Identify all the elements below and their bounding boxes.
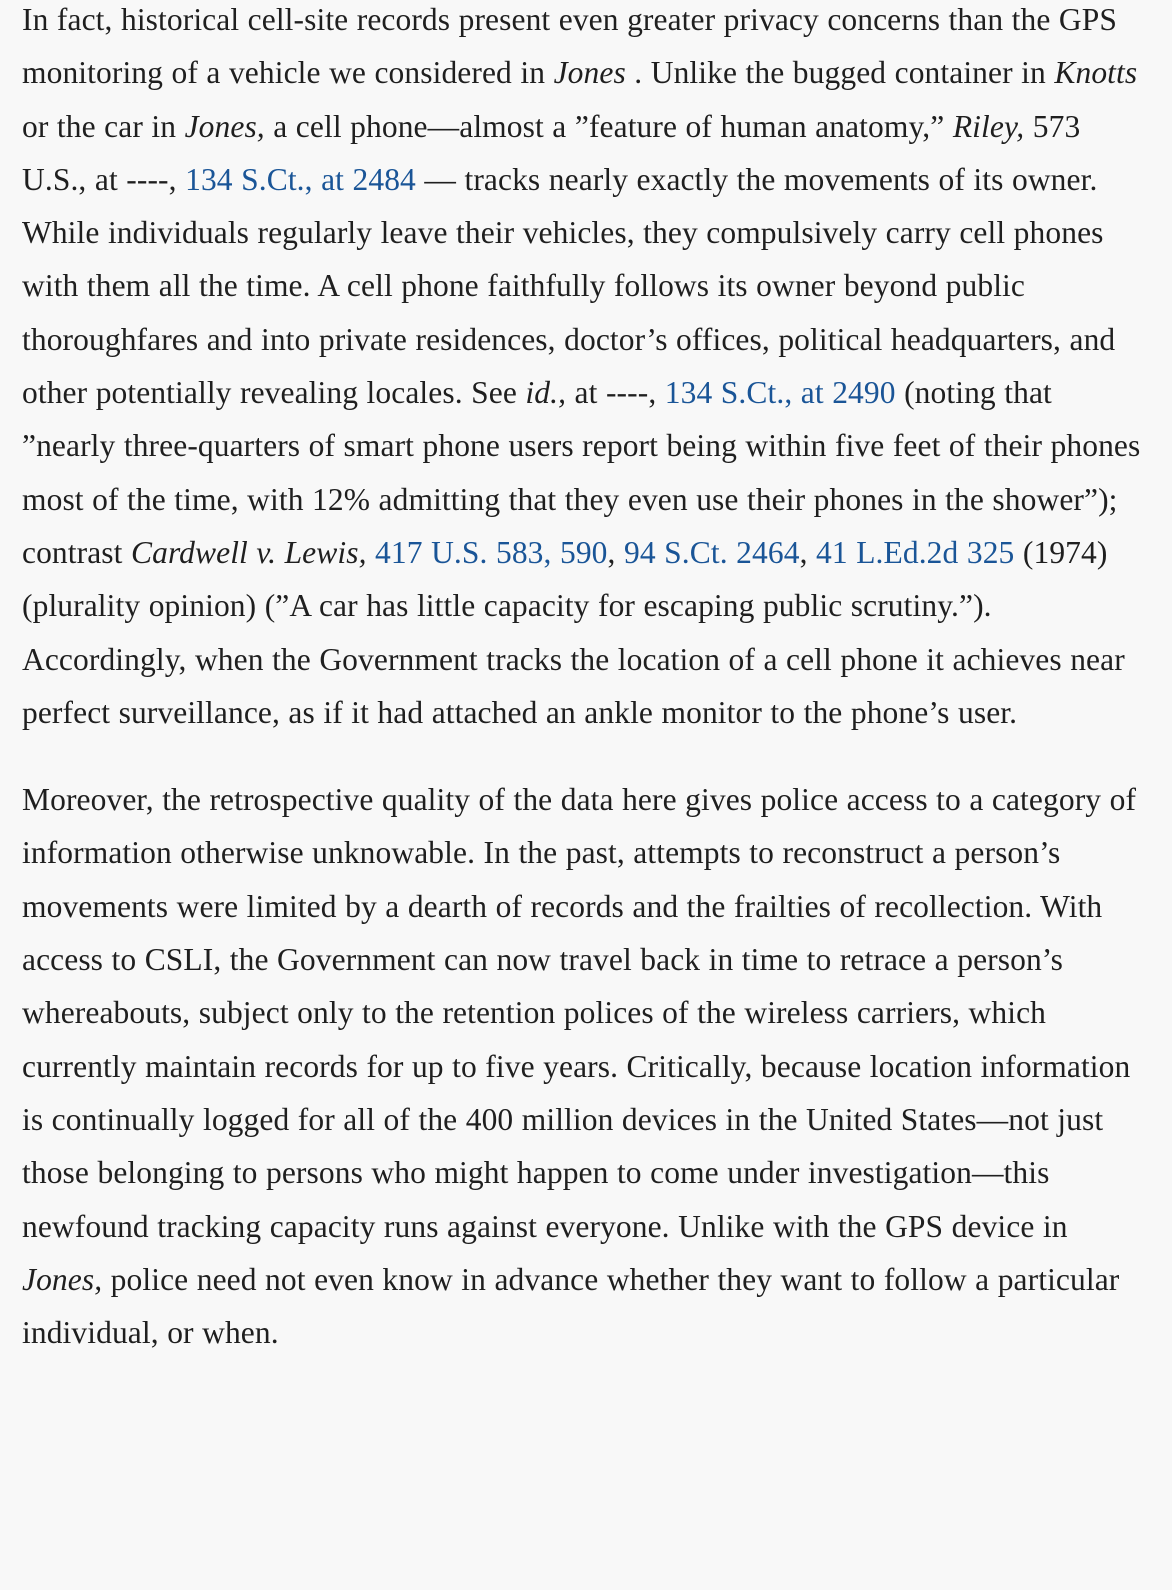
text-run: police need not even know in advance whether they want to follow a particular individual, or when. xyxy=(22,1261,1120,1351)
citation-link[interactable]: 134 S.Ct., at 2484 xyxy=(185,161,416,197)
case-name: Knotts xyxy=(1054,55,1138,91)
citation-link[interactable]: 41 L.Ed.2d 325 xyxy=(816,534,1015,570)
text-run: (1974) (plurality opinion) (”A car has little capacity for escaping public scrutiny.”). Accordingly, when the Government tracks the location of a cell phone it achieves near perfect surveillance, as if it had attached an ankle monitor to the phone’s user. xyxy=(22,534,1125,730)
case-name: id., xyxy=(525,375,567,411)
text-run: In fact, historical cell-site records present even greater privacy concerns than the GPS monitoring of a vehicle we considered in xyxy=(22,2,1117,91)
text-run: , xyxy=(607,534,624,570)
text-run: — tracks nearly exactly the movements of its owner. While individuals regularly leave their vehicles, they compulsively carry cell phones with them all the time. A cell phone faithfully follows its owner beyond public thoroughfares and into private residences, doctor’s offices, political headquarters, and other potentially revealing locales. See xyxy=(22,161,1116,411)
case-name: Jones, xyxy=(184,108,265,144)
text-run: or the car in xyxy=(22,108,185,144)
case-name: Jones xyxy=(553,55,626,91)
case-name: Cardwell v. Lewis, xyxy=(131,534,367,570)
citation-link[interactable]: 134 S.Ct., at 2490 xyxy=(664,375,896,411)
text-run: (noting that ”nearly three-quarters of smart phone users report being within five feet of their phones most of the time, with 12% admitting that they even use their phones in the shower”); contrast xyxy=(22,375,1141,570)
citation-link[interactable]: 417 U.S. 583, 590 xyxy=(375,534,608,570)
paragraph xyxy=(22,773,1152,1359)
case-name: Riley, xyxy=(952,108,1025,144)
paragraph xyxy=(22,0,1152,739)
text-run: Moreover, the retrospective quality of the data here gives police access to a category of information otherwise unknowable. In the past, attempts to reconstruct a person’s movements were limited by a dearth of records and the frailties of recollection. With access to CSLI, the Government can now travel back in time to retrace a person’s whereabouts, subject only to the retention polices of the wireless carriers, which currently maintain records for up to five years. Critically, because location information is continually logged for all of the 400 million devices in the United States—not just those belonging to persons who might happen to come under investigation—this newfound tracking capacity runs against everyone. Unlike with the GPS device in xyxy=(22,782,1137,1244)
text-run: at ----, xyxy=(566,375,665,411)
case-name: Jones, xyxy=(22,1261,103,1297)
citation-link[interactable]: 94 S.Ct. 2464 xyxy=(623,534,800,570)
text-run xyxy=(367,535,375,570)
text-run: 573 U.S., at ----, xyxy=(22,108,1081,197)
opinion-text xyxy=(22,0,1152,1359)
text-run: . Unlike the bugged container in xyxy=(625,55,1055,91)
text-run: a cell phone—almost a ”feature of human anatomy,” xyxy=(264,108,953,144)
text-run: , xyxy=(799,534,817,570)
